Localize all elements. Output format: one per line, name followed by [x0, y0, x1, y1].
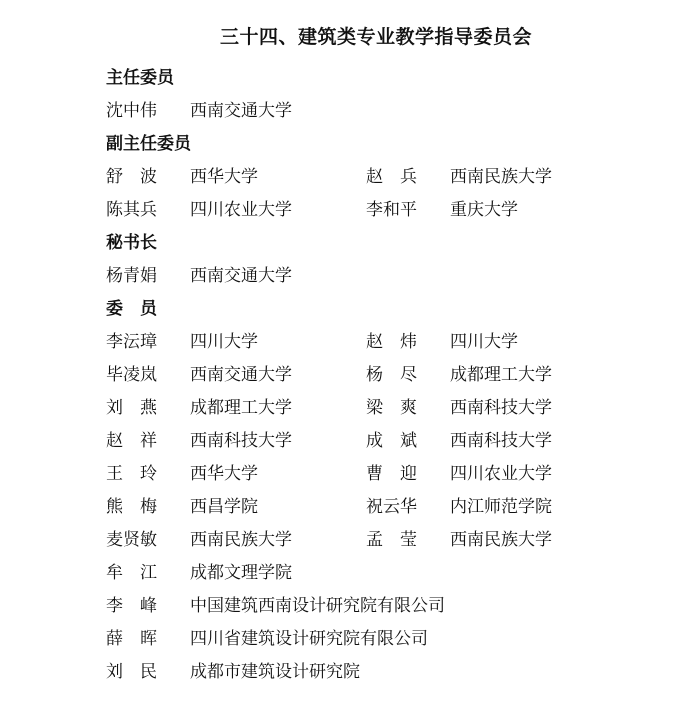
member-name: 刘 燕: [106, 398, 157, 418]
member-organization: 四川农业大学: [450, 464, 552, 484]
member-name: 祝云华: [366, 497, 417, 517]
member-name: 杨 尽: [366, 365, 417, 385]
member-organization: 中国建筑西南设计研究院有限公司: [190, 596, 445, 616]
member-row: [106, 392, 666, 425]
member-organization: 西南科技大学: [450, 398, 552, 418]
member-organization: 西昌学院: [190, 497, 258, 517]
section-heading-secretary: 秘书长: [106, 233, 157, 253]
member-row: [106, 161, 666, 194]
member-row: [106, 326, 666, 359]
member-name: 陈其兵: [106, 200, 157, 220]
member-row: [106, 491, 666, 524]
member-row: [106, 623, 666, 656]
member-organization: 重庆大学: [450, 200, 518, 220]
member-organization: 成都理工大学: [450, 365, 552, 385]
member-name: 孟 莹: [366, 530, 417, 550]
member-organization: 四川大学: [190, 332, 258, 352]
member-row: [106, 425, 666, 458]
member-organization: 西华大学: [190, 167, 258, 187]
member-row: [106, 524, 666, 557]
member-organization: 西南交通大学: [190, 266, 292, 286]
member-name: 赵 祥: [106, 431, 157, 451]
member-name: 赵 兵: [366, 167, 417, 187]
page-title: 三十四、建筑类专业教学指导委员会: [219, 26, 532, 48]
member-name: 曹 迎: [366, 464, 417, 484]
member-row: [106, 359, 666, 392]
member-row: [106, 557, 666, 590]
member-name: 毕凌岚: [106, 365, 157, 385]
member-row: [106, 95, 666, 128]
member-organization: 西南交通大学: [190, 101, 292, 121]
member-name: 麦贤敏: [106, 530, 157, 550]
member-organization: 成都理工大学: [190, 398, 292, 418]
member-organization: 四川大学: [450, 332, 518, 352]
member-name: 成 斌: [366, 431, 417, 451]
member-name: 梁 爽: [366, 398, 417, 418]
member-name: 王 玲: [106, 464, 157, 484]
member-organization: 西南交通大学: [190, 365, 292, 385]
member-row: [106, 590, 666, 623]
member-name: 李和平: [366, 200, 417, 220]
member-name: 刘 民: [106, 662, 157, 682]
member-row: [106, 260, 666, 293]
member-name: 牟 江: [106, 563, 157, 583]
member-name: 李 峰: [106, 596, 157, 616]
section-heading-director: 主任委员: [106, 68, 174, 88]
member-name: 杨青娟: [106, 266, 157, 286]
member-organization: 西南科技大学: [450, 431, 552, 451]
member-row: [106, 656, 666, 689]
member-name: 李沄璋: [106, 332, 157, 352]
member-organization: 成都文理学院: [190, 563, 292, 583]
member-organization: 四川农业大学: [190, 200, 292, 220]
section-heading-members: 委 员: [106, 299, 157, 319]
member-row: [106, 458, 666, 491]
committee-list: [106, 62, 666, 689]
member-organization: 西华大学: [190, 464, 258, 484]
member-name: 薛 晖: [106, 629, 157, 649]
member-name: 熊 梅: [106, 497, 157, 517]
member-name: 舒 波: [106, 167, 157, 187]
member-organization: 西南民族大学: [450, 530, 552, 550]
member-organization: 成都市建筑设计研究院: [190, 662, 360, 682]
member-organization: 西南民族大学: [190, 530, 292, 550]
member-organization: 内江师范学院: [450, 497, 552, 517]
section-heading-vice-director: 副主任委员: [106, 134, 191, 154]
member-name: 沈中伟: [106, 101, 157, 121]
member-name: 赵 炜: [366, 332, 417, 352]
member-organization: 西南民族大学: [450, 167, 552, 187]
member-organization: 四川省建筑设计研究院有限公司: [190, 629, 428, 649]
member-row: [106, 194, 666, 227]
member-organization: 西南科技大学: [190, 431, 292, 451]
